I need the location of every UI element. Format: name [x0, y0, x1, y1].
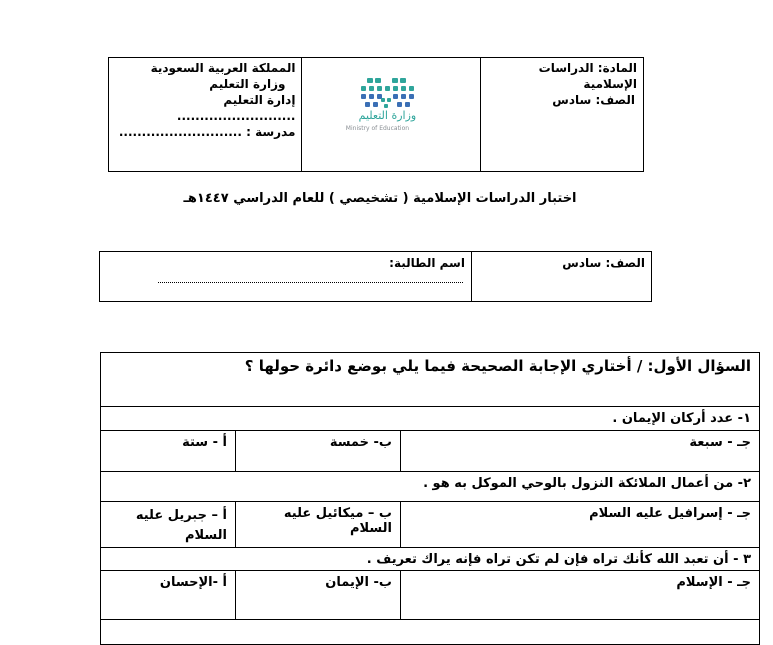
logo-arabic-text: وزارة التعليم [358, 109, 417, 122]
header-subject: المادة: الدراسات الإسلامية [538, 61, 637, 91]
student-name-label: اسم الطالبة: [389, 256, 465, 270]
header-left-cell [480, 58, 643, 172]
option-label: ب- الإيمان [325, 575, 392, 590]
question-1-text: ١- عدد أركان الإيمان . [612, 411, 751, 426]
question-2-text: ٢- من أعمال الملائكة النزول بالوحي الموكل به هو . [423, 476, 751, 491]
option-label: ب- خمسة [329, 435, 392, 450]
question-2-option-a[interactable] [101, 502, 236, 548]
exam-title: اختبار الدراسات الإسلامية ( تشخيصي ) للعام الدراسي ١٤٤٧هـ [183, 191, 577, 206]
question-1-option-b[interactable] [236, 431, 401, 472]
next-question-cell [101, 620, 760, 645]
header-logo-cell [302, 58, 480, 172]
question-3-text: ٣ - أن تعبد الله كأنك تراه فإن لم تكن تراه فإنه يراك تعريف . [366, 552, 751, 567]
header-education-admin: إدارة التعليم .......................... [176, 93, 296, 123]
header-table [108, 57, 644, 172]
option-label: أ -الإحسان [159, 575, 227, 590]
student-grade-label: الصف: سادس [562, 256, 645, 270]
questions-table [100, 352, 760, 645]
header-ministry: وزارة التعليم [209, 77, 286, 91]
question-2-option-c[interactable] [401, 502, 760, 548]
question-2-option-b[interactable] [236, 502, 401, 548]
logo-english-text: Ministry of Education [345, 125, 410, 132]
section-title-cell [101, 353, 760, 407]
header-grade: الصف: سادس [552, 93, 635, 107]
question-3-option-b[interactable] [236, 571, 401, 620]
student-info-table [99, 251, 652, 302]
student-name-line [158, 282, 463, 283]
option-label: أ - ستة [182, 435, 227, 450]
option-label: جـ - إسرافيل عليه السلام [589, 506, 751, 521]
header-right-cell [109, 58, 302, 172]
question-1-option-c[interactable] [401, 431, 760, 472]
option-label: جـ - سبعة [689, 435, 751, 450]
question-3-cell [101, 548, 760, 571]
student-name-cell[interactable] [100, 252, 472, 302]
header-school: مدرسة : ........................... [118, 125, 296, 139]
question-3-option-a[interactable] [101, 571, 236, 620]
student-grade-cell [471, 252, 651, 302]
option-label: جـ - الإسلام [676, 575, 751, 590]
question-1-option-a[interactable] [101, 431, 236, 472]
option-label: ب – ميكائيل عليه السلام [283, 506, 392, 536]
question-3-option-c[interactable] [401, 571, 760, 620]
header-kingdom: المملكة العربية السعودية [150, 61, 296, 75]
section-title: السؤال الأول: / أختاري الإجابة الصحيحة فيما يلي بوضع دائرة حولها ؟ [244, 357, 751, 375]
question-1-cell [101, 407, 760, 431]
question-2-cell [101, 472, 760, 502]
option-label: أ – جبريل عليه السلام [135, 508, 227, 543]
